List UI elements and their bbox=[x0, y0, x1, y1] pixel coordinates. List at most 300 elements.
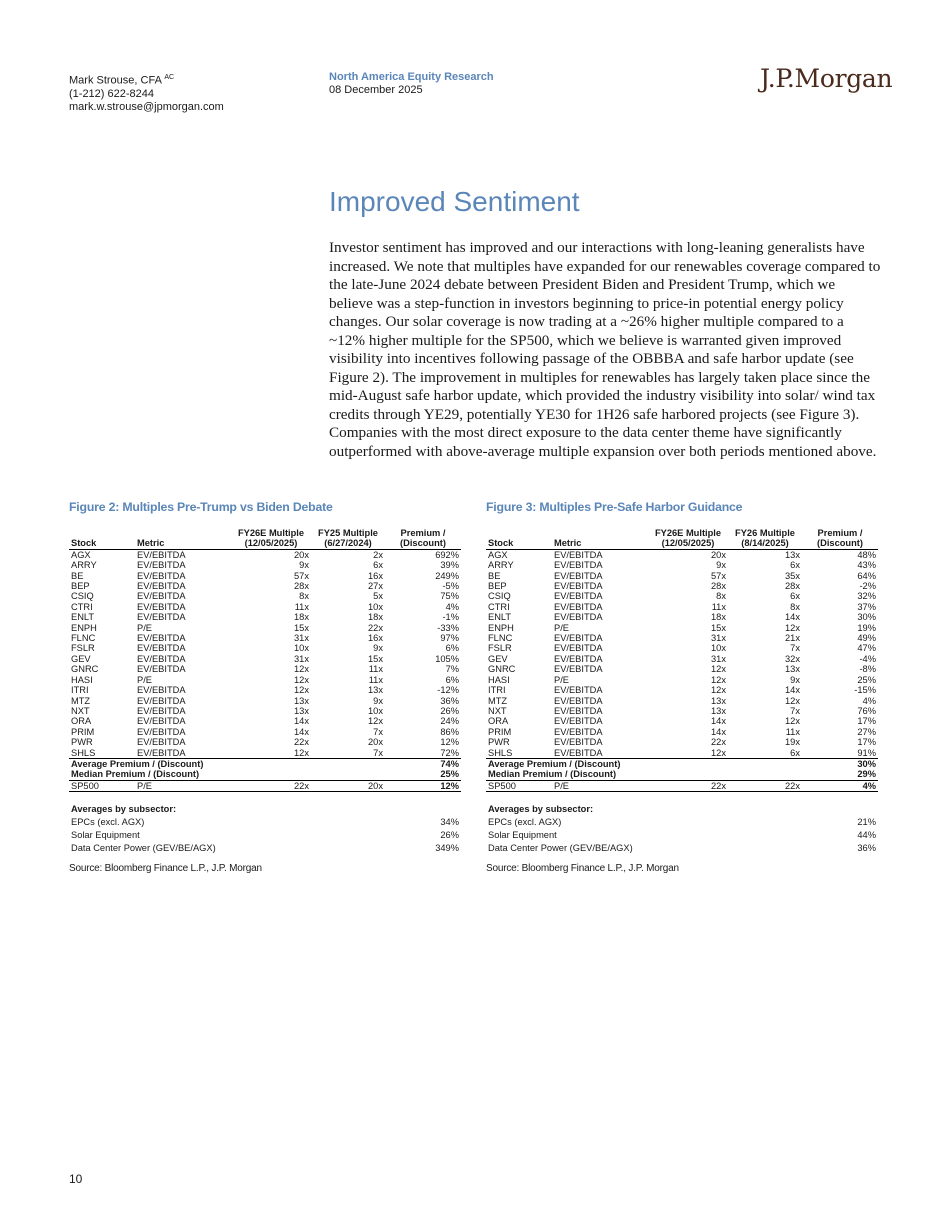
cell-stock: FSLR bbox=[488, 643, 512, 654]
cell-premium: 19% bbox=[857, 622, 876, 633]
cell-premium: 39% bbox=[440, 560, 459, 571]
subsector-value: 36% bbox=[857, 843, 876, 854]
figure-title: Figure 2: Multiples Pre-Trump vs Biden Debate bbox=[69, 500, 333, 514]
cell-premium: 37% bbox=[857, 601, 876, 612]
cell-stock: ORA bbox=[71, 716, 92, 727]
cell-prior-multiple: 6x bbox=[790, 747, 800, 758]
cell-stock: AGX bbox=[71, 549, 91, 560]
col-header-metric: Metric bbox=[135, 528, 231, 549]
cell-stock: BE bbox=[488, 570, 501, 581]
table-row bbox=[69, 748, 461, 759]
cell-stock: ENPH bbox=[71, 622, 97, 633]
department: North America Equity Research bbox=[329, 71, 494, 83]
cell-prior-multiple: 9x bbox=[373, 643, 383, 654]
cell-metric: EV/EBITDA bbox=[554, 664, 603, 675]
cell-premium: -5% bbox=[442, 581, 459, 592]
cell-premium: 17% bbox=[857, 737, 876, 748]
cell-metric: EV/EBITDA bbox=[137, 570, 186, 581]
cell-current-multiple: 22x bbox=[294, 737, 309, 748]
cell-current-multiple: 12x bbox=[711, 664, 726, 675]
cell-stock: PRIM bbox=[71, 726, 95, 737]
cell-metric: EV/EBITDA bbox=[554, 560, 603, 571]
cell-prior-multiple: 13x bbox=[368, 685, 383, 696]
author-phone: (1-212) 622-8244 bbox=[69, 87, 155, 100]
cell-metric: EV/EBITDA bbox=[137, 716, 186, 727]
body-paragraph: Investor sentiment has improved and our interactions with long-leaning generalists have increased. We note that multiples have expanded for our renewables coverage compared to the late-June 2024 debate between President Biden and President Trump, which we believe was a step-function in investors beginning to price-in potential energy policy changes. Our solar coverage is now trading at a ~26% higher multiple compared to a ~12% higher multiple for the SP500, which we believe is warranted given improved visibility into incentives following passage of the OBBBA and safe harbor update (see Figure 2). The improvement in multiples for renewables has largely taken place since the mid-August safe harbor update, which provided the industry visibility into solar/ wind tax credits through YE29, potentially YE30 for 1H26 safe harbored projects (see Figure 3). Companies with the most direct exposure to the data center theme have significantly outperformed with above-average multiple expansion over both periods mentioned above. bbox=[329, 239, 881, 460]
sp500-cell-prior-multiple: 22x bbox=[728, 780, 802, 791]
table-row bbox=[69, 549, 461, 560]
cell-current-multiple: 9x bbox=[716, 560, 726, 571]
cell-prior-multiple: 18x bbox=[368, 612, 383, 623]
cell-prior-multiple: 9x bbox=[373, 695, 383, 706]
cell-metric: EV/EBITDA bbox=[137, 705, 186, 716]
cell-metric: EV/EBITDA bbox=[554, 705, 603, 716]
col-header-metric: Metric bbox=[552, 528, 648, 549]
cell-current-multiple: 15x bbox=[711, 622, 726, 633]
cell-stock: FLNC bbox=[71, 633, 96, 644]
cell-metric: EV/EBITDA bbox=[554, 726, 603, 737]
median-row bbox=[69, 769, 461, 780]
cell-current-multiple: 28x bbox=[711, 581, 726, 592]
cell-stock: HASI bbox=[71, 674, 93, 685]
cell-premium: 27% bbox=[857, 726, 876, 737]
cell-current-multiple: 12x bbox=[294, 664, 309, 675]
cell-prior-multiple: 11x bbox=[785, 726, 800, 737]
subsector-value: 26% bbox=[440, 830, 459, 841]
cell-premium: 105% bbox=[435, 653, 459, 664]
cell-current-multiple: 13x bbox=[711, 695, 726, 706]
header-line: FY25 Multiple bbox=[318, 528, 378, 538]
sp500-cell-prior-multiple: 20x bbox=[311, 780, 385, 791]
table-row bbox=[486, 633, 878, 643]
cell-stock: ORA bbox=[488, 716, 509, 727]
cell-current-multiple: 18x bbox=[294, 612, 309, 623]
cell-current-multiple: 11x bbox=[294, 601, 309, 612]
cell-metric: EV/EBITDA bbox=[137, 643, 186, 654]
cell-metric: P/E bbox=[554, 622, 569, 633]
col-header-current-multiple bbox=[231, 528, 311, 549]
subsector-row bbox=[69, 842, 461, 855]
subsector-value: 44% bbox=[857, 830, 876, 841]
table-row bbox=[69, 685, 461, 695]
cell-metric: EV/EBITDA bbox=[137, 695, 186, 706]
subsector-title: Averages by subsector: bbox=[71, 804, 177, 815]
cell-premium: 24% bbox=[440, 716, 459, 727]
cell-current-multiple: 10x bbox=[294, 643, 309, 654]
cell-metric: EV/EBITDA bbox=[554, 570, 603, 581]
subsector-title: Averages by subsector: bbox=[488, 804, 594, 815]
cell-metric: EV/EBITDA bbox=[137, 549, 186, 560]
cell-stock: PWR bbox=[71, 737, 93, 748]
cell-current-multiple: 14x bbox=[294, 726, 309, 737]
cell-premium: -4% bbox=[859, 653, 876, 664]
cell-prior-multiple: 13x bbox=[785, 549, 800, 560]
header-line: (12/05/2025) bbox=[244, 538, 298, 549]
subsector-name: Solar Equipment bbox=[71, 830, 140, 841]
cell-prior-multiple: 8x bbox=[790, 601, 800, 612]
subsector-value: 21% bbox=[857, 817, 876, 828]
table-header bbox=[486, 528, 878, 549]
cell-prior-multiple: 12x bbox=[785, 695, 800, 706]
cell-stock: GNRC bbox=[488, 664, 516, 675]
cell-current-multiple: 8x bbox=[716, 591, 726, 602]
header-row bbox=[486, 528, 878, 549]
cell-metric: EV/EBITDA bbox=[137, 726, 186, 737]
cell-premium: 12% bbox=[440, 737, 459, 748]
cell-metric: EV/EBITDA bbox=[554, 581, 603, 592]
table-header bbox=[69, 528, 461, 549]
subsector-name: EPCs (excl. AGX) bbox=[71, 817, 145, 828]
author-name: Mark Strouse, CFA bbox=[69, 74, 162, 87]
cell-metric: EV/EBITDA bbox=[137, 591, 186, 602]
cell-prior-multiple: 32x bbox=[785, 653, 800, 664]
cell-metric: EV/EBITDA bbox=[554, 612, 603, 623]
section-title: Improved Sentiment bbox=[329, 186, 580, 217]
cell-current-multiple: 20x bbox=[711, 549, 726, 560]
table-row bbox=[69, 612, 461, 622]
sp500-cell-stock: SP500 bbox=[69, 780, 135, 791]
cell-metric: EV/EBITDA bbox=[137, 581, 186, 592]
subsector-row bbox=[69, 829, 461, 842]
cell-prior-multiple: 21x bbox=[785, 633, 800, 644]
header-line: (Discount) bbox=[400, 538, 446, 549]
author-superscript: AC bbox=[164, 74, 175, 81]
sp500-cell-stock: SP500 bbox=[486, 780, 552, 791]
cell-prior-multiple: 22x bbox=[368, 622, 383, 633]
col-header-premium bbox=[802, 528, 878, 549]
cell-premium: 6% bbox=[445, 674, 459, 685]
table-row bbox=[486, 612, 878, 622]
spacer-row bbox=[486, 792, 878, 804]
cell-prior-multiple: 7x bbox=[373, 747, 383, 758]
cell-prior-multiple: 10x bbox=[368, 601, 383, 612]
cell-metric: EV/EBITDA bbox=[137, 612, 186, 623]
report-info bbox=[329, 71, 494, 97]
cell-stock: GEV bbox=[488, 653, 508, 664]
author-email[interactable]: mark.w.strouse@jpmorgan.com bbox=[69, 100, 224, 113]
cell-prior-multiple: 14x bbox=[785, 612, 800, 623]
subsector-value: 34% bbox=[440, 817, 459, 828]
cell-prior-multiple: 6x bbox=[373, 560, 383, 571]
cell-current-multiple: 9x bbox=[299, 560, 309, 571]
cell-prior-multiple: 2x bbox=[373, 549, 383, 560]
cell-premium: 17% bbox=[857, 716, 876, 727]
cell-premium: 26% bbox=[440, 705, 459, 716]
cell-prior-multiple: 16x bbox=[368, 633, 383, 644]
cell-stock: AGX bbox=[488, 549, 508, 560]
cell-metric: EV/EBITDA bbox=[137, 747, 186, 758]
cell-stock: CSIQ bbox=[488, 591, 511, 602]
cell-premium: 86% bbox=[440, 726, 459, 737]
cell-premium: -12% bbox=[437, 685, 459, 696]
median-value: 25% bbox=[385, 769, 461, 780]
table-row bbox=[486, 581, 878, 591]
table-row bbox=[486, 560, 878, 570]
cell-metric: EV/EBITDA bbox=[554, 695, 603, 706]
cell-metric: EV/EBITDA bbox=[554, 716, 603, 727]
cell-stock: ITRI bbox=[488, 685, 506, 696]
col-header-premium bbox=[385, 528, 461, 549]
cell-stock: CTRI bbox=[71, 601, 93, 612]
col-header-stock: Stock bbox=[69, 528, 135, 549]
cell-prior-multiple: 9x bbox=[790, 674, 800, 685]
cell-prior-multiple: 12x bbox=[785, 622, 800, 633]
cell-metric: EV/EBITDA bbox=[554, 653, 603, 664]
cell-current-multiple: 31x bbox=[711, 633, 726, 644]
cell-metric: EV/EBITDA bbox=[137, 653, 186, 664]
cell-stock: PWR bbox=[488, 737, 510, 748]
cell-premium: 76% bbox=[857, 705, 876, 716]
spacer-cell bbox=[486, 792, 878, 804]
cell-premium: 47% bbox=[857, 643, 876, 654]
average-row bbox=[69, 758, 461, 769]
cell-metric: EV/EBITDA bbox=[137, 664, 186, 675]
table-row bbox=[69, 737, 461, 747]
cell-current-multiple: 11x bbox=[711, 601, 726, 612]
cell-current-multiple: 28x bbox=[294, 581, 309, 592]
cell-stock: BEP bbox=[71, 581, 90, 592]
header-line: FY26E Multiple bbox=[237, 528, 305, 538]
table-row bbox=[486, 748, 878, 759]
table-row bbox=[69, 664, 461, 674]
subsector-value: 349% bbox=[435, 843, 459, 854]
cell-current-multiple: 12x bbox=[294, 685, 309, 696]
table-row bbox=[486, 654, 878, 664]
table-row bbox=[486, 571, 878, 581]
cell-metric: EV/EBITDA bbox=[554, 747, 603, 758]
cell-premium: 36% bbox=[440, 695, 459, 706]
cell-prior-multiple: 7x bbox=[373, 726, 383, 737]
table-row bbox=[486, 737, 878, 747]
table-row bbox=[486, 727, 878, 737]
table-row bbox=[69, 571, 461, 581]
cell-metric: EV/EBITDA bbox=[137, 601, 186, 612]
page-number: 10 bbox=[69, 1172, 83, 1186]
subsector-title-row bbox=[69, 803, 461, 816]
table-row bbox=[486, 696, 878, 706]
header-line: Premium / bbox=[817, 528, 863, 538]
sp500-cell-metric: P/E bbox=[552, 780, 648, 791]
cell-premium: 7% bbox=[445, 664, 459, 675]
cell-metric: P/E bbox=[137, 674, 152, 685]
subsector-name: Data Center Power (GEV/BE/AGX) bbox=[71, 843, 216, 854]
cell-metric: EV/EBITDA bbox=[554, 643, 603, 654]
cell-current-multiple: 12x bbox=[711, 747, 726, 758]
figure-title: Figure 3: Multiples Pre-Safe Harbor Guidance bbox=[486, 500, 743, 514]
col-header-prior-multiple bbox=[728, 528, 802, 549]
cell-premium: 97% bbox=[440, 633, 459, 644]
jpmorgan-logo: J.P.Morgan bbox=[760, 64, 893, 93]
cell-stock: ITRI bbox=[71, 685, 89, 696]
median-label: Median Premium / (Discount) bbox=[486, 769, 802, 780]
header-line: FY26E Multiple bbox=[654, 528, 722, 538]
cell-premium: 692% bbox=[435, 549, 459, 560]
header-line: (6/27/2024) bbox=[324, 538, 372, 549]
cell-metric: EV/EBITDA bbox=[554, 549, 603, 560]
cell-metric: EV/EBITDA bbox=[137, 685, 186, 696]
table-row bbox=[486, 716, 878, 726]
cell-premium: 48% bbox=[857, 549, 876, 560]
table-row bbox=[69, 591, 461, 601]
table-row bbox=[486, 591, 878, 601]
spacer-row bbox=[69, 792, 461, 804]
cell-stock: MTZ bbox=[488, 695, 508, 706]
table-row bbox=[69, 602, 461, 612]
average-label: Average Premium / (Discount) bbox=[69, 758, 385, 769]
cell-premium: 32% bbox=[857, 591, 876, 602]
cell-prior-multiple: 16x bbox=[368, 570, 383, 581]
cell-premium: -1% bbox=[442, 612, 459, 623]
subsector-name: Solar Equipment bbox=[488, 830, 557, 841]
cell-prior-multiple: 5x bbox=[373, 591, 383, 602]
cell-prior-multiple: 12x bbox=[368, 716, 383, 727]
cell-stock: HASI bbox=[488, 674, 510, 685]
table-row bbox=[486, 602, 878, 612]
cell-prior-multiple: 19x bbox=[785, 737, 800, 748]
cell-premium: 49% bbox=[857, 633, 876, 644]
table-row bbox=[486, 643, 878, 653]
cell-metric: EV/EBITDA bbox=[554, 633, 603, 644]
cell-premium: 30% bbox=[857, 612, 876, 623]
cell-current-multiple: 22x bbox=[711, 737, 726, 748]
sp500-cell-current-multiple: 22x bbox=[231, 780, 311, 791]
cell-stock: SHLS bbox=[488, 747, 513, 758]
multiples-table bbox=[69, 528, 461, 855]
col-header-current-multiple bbox=[648, 528, 728, 549]
sp500-cell-metric: P/E bbox=[135, 780, 231, 791]
cell-stock: FSLR bbox=[71, 643, 95, 654]
median-value: 29% bbox=[802, 769, 878, 780]
cell-premium: 72% bbox=[440, 747, 459, 758]
sp500-cell-premium: 12% bbox=[385, 780, 461, 791]
table-body bbox=[486, 549, 878, 855]
cell-stock: ENPH bbox=[488, 622, 514, 633]
cell-prior-multiple: 7x bbox=[790, 643, 800, 654]
cell-premium: -33% bbox=[437, 622, 459, 633]
cell-stock: PRIM bbox=[488, 726, 512, 737]
cell-premium: 6% bbox=[445, 643, 459, 654]
table-row bbox=[486, 685, 878, 695]
table-row bbox=[486, 623, 878, 633]
sp500-row bbox=[486, 780, 878, 791]
cell-stock: ENLT bbox=[71, 612, 95, 623]
figure-3 bbox=[486, 500, 878, 874]
median-label: Median Premium / (Discount) bbox=[69, 769, 385, 780]
header-line: (Discount) bbox=[817, 538, 863, 549]
spacer-cell bbox=[69, 792, 461, 804]
cell-current-multiple: 14x bbox=[711, 726, 726, 737]
cell-current-multiple: 31x bbox=[294, 653, 309, 664]
table-row bbox=[69, 716, 461, 726]
subsector-row bbox=[486, 816, 878, 829]
cell-premium: 75% bbox=[440, 591, 459, 602]
cell-stock: BE bbox=[71, 570, 84, 581]
cell-prior-multiple: 7x bbox=[790, 705, 800, 716]
cell-metric: P/E bbox=[554, 674, 569, 685]
cell-prior-multiple: 28x bbox=[785, 581, 800, 592]
table-row bbox=[486, 675, 878, 685]
cell-premium: 91% bbox=[857, 747, 876, 758]
cell-metric: EV/EBITDA bbox=[554, 737, 603, 748]
cell-current-multiple: 15x bbox=[294, 622, 309, 633]
table-row bbox=[486, 664, 878, 674]
cell-premium: -15% bbox=[854, 685, 876, 696]
cell-premium: -2% bbox=[859, 581, 876, 592]
cell-stock: GEV bbox=[71, 653, 91, 664]
cell-metric: EV/EBITDA bbox=[554, 685, 603, 696]
cell-current-multiple: 10x bbox=[711, 643, 726, 654]
cell-current-multiple: 18x bbox=[711, 612, 726, 623]
sp500-cell-current-multiple: 22x bbox=[648, 780, 728, 791]
subsector-row bbox=[486, 829, 878, 842]
average-label: Average Premium / (Discount) bbox=[486, 758, 802, 769]
cell-premium: 4% bbox=[445, 601, 459, 612]
cell-current-multiple: 12x bbox=[711, 674, 726, 685]
cell-prior-multiple: 6x bbox=[790, 560, 800, 571]
cell-prior-multiple: 10x bbox=[368, 705, 383, 716]
cell-prior-multiple: 11x bbox=[368, 674, 383, 685]
cell-current-multiple: 12x bbox=[294, 747, 309, 758]
cell-stock: ENLT bbox=[488, 612, 512, 623]
table-row bbox=[69, 675, 461, 685]
cell-current-multiple: 14x bbox=[294, 716, 309, 727]
cell-prior-multiple: 27x bbox=[368, 581, 383, 592]
cell-current-multiple: 57x bbox=[711, 570, 726, 581]
cell-current-multiple: 14x bbox=[711, 716, 726, 727]
table-row bbox=[69, 643, 461, 653]
median-row bbox=[486, 769, 878, 780]
cell-current-multiple: 31x bbox=[294, 633, 309, 644]
header-row bbox=[69, 528, 461, 549]
table-row bbox=[69, 706, 461, 716]
cell-stock: CSIQ bbox=[71, 591, 94, 602]
cell-prior-multiple: 6x bbox=[790, 591, 800, 602]
cell-premium: 25% bbox=[857, 674, 876, 685]
cell-prior-multiple: 35x bbox=[785, 570, 800, 581]
figure-source: Source: Bloomberg Finance L.P., J.P. Morgan bbox=[69, 863, 262, 875]
cell-current-multiple: 12x bbox=[294, 674, 309, 685]
cell-metric: EV/EBITDA bbox=[137, 560, 186, 571]
cell-current-multiple: 8x bbox=[299, 591, 309, 602]
table-row bbox=[69, 696, 461, 706]
cell-premium: 249% bbox=[435, 570, 459, 581]
cell-stock: FLNC bbox=[488, 633, 513, 644]
cell-stock: CTRI bbox=[488, 601, 510, 612]
cell-metric: EV/EBITDA bbox=[137, 633, 186, 644]
cell-current-multiple: 13x bbox=[294, 705, 309, 716]
table-row bbox=[69, 581, 461, 591]
cell-stock: GNRC bbox=[71, 664, 99, 675]
average-row bbox=[486, 758, 878, 769]
cell-current-multiple: 12x bbox=[711, 685, 726, 696]
table-row bbox=[69, 727, 461, 737]
header-line: FY26 Multiple bbox=[735, 528, 795, 538]
cell-prior-multiple: 14x bbox=[785, 685, 800, 696]
table-row bbox=[486, 549, 878, 560]
table-row bbox=[69, 623, 461, 633]
sp500-cell-premium: 4% bbox=[802, 780, 878, 791]
col-header-stock: Stock bbox=[486, 528, 552, 549]
cell-prior-multiple: 12x bbox=[785, 716, 800, 727]
table-row bbox=[69, 654, 461, 664]
header-line: (8/14/2025) bbox=[741, 538, 789, 549]
cell-premium: 4% bbox=[862, 695, 876, 706]
header-line: Premium / bbox=[400, 528, 446, 538]
subsector-row bbox=[486, 842, 878, 855]
cell-stock: NXT bbox=[488, 705, 507, 716]
table-body bbox=[69, 549, 461, 855]
multiples-table bbox=[486, 528, 878, 855]
